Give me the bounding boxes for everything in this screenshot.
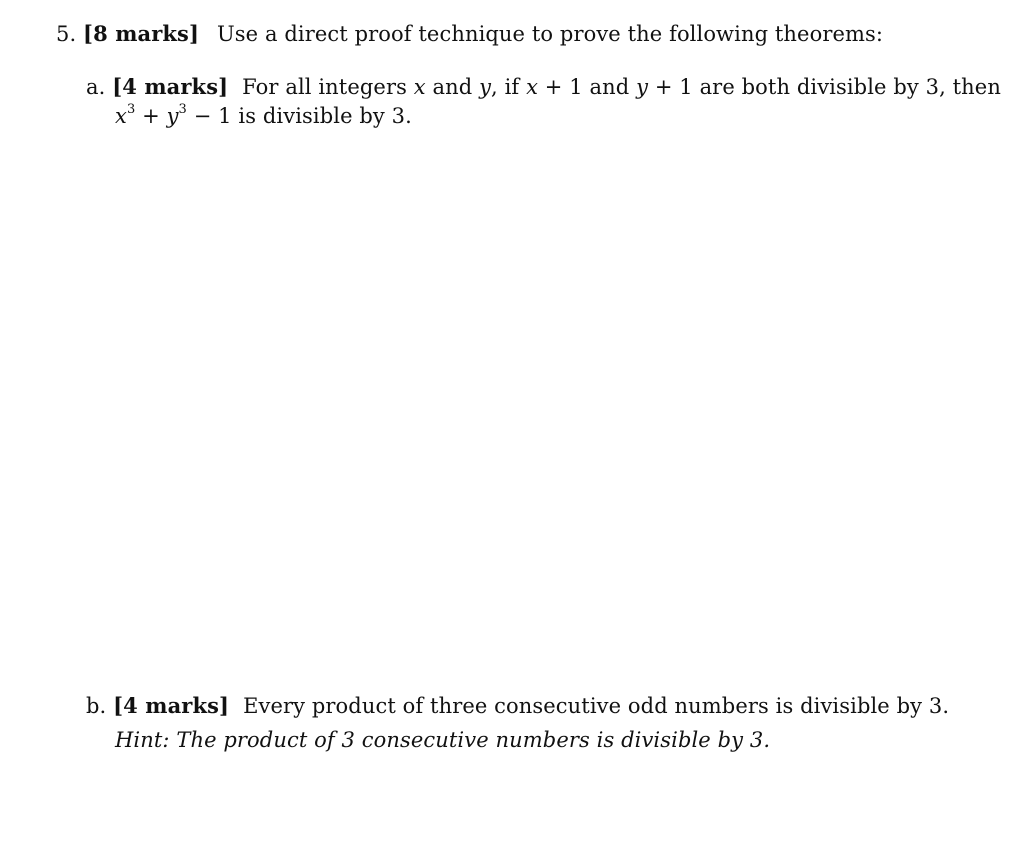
expr1-var: x <box>526 75 539 99</box>
expr1-rest: + 1 <box>538 75 583 99</box>
line2-rest: − 1 is divisible by 3. <box>186 104 412 128</box>
exponent-3-y: 3 <box>178 102 187 117</box>
question-number: 5. <box>56 22 77 46</box>
part-a-text-5: are both divisible by 3, then <box>699 75 1001 99</box>
question-marks: [8 marks] <box>83 21 199 46</box>
line2-x: x <box>115 104 127 128</box>
part-a-text-4: and <box>589 75 630 99</box>
var-y: y <box>479 75 492 99</box>
hint-text: Hint: The product of 3 consecutive numbers is divisible by 3. <box>115 728 771 752</box>
expr2-rest: + 1 <box>648 75 693 99</box>
part-b-line-1 <box>86 692 949 720</box>
part-a-text-1: For all integers <box>242 75 407 99</box>
part-a-line-1 <box>86 73 1001 101</box>
part-b-marks: [4 marks] <box>113 693 230 718</box>
question-5-header <box>56 20 883 48</box>
part-a-marks: [4 marks] <box>112 74 229 99</box>
part-a-text-3: , if <box>491 75 520 99</box>
question-instruction: Use a direct proof technique to prove the following theorems: <box>217 22 884 46</box>
part-b-hint <box>115 726 770 754</box>
line2-plus: + <box>135 104 167 128</box>
part-a-line-2 <box>115 102 412 130</box>
line2-y: y <box>166 104 179 128</box>
part-b-statement: Every product of three consecutive odd numbers is divisible by 3. <box>243 694 950 718</box>
part-a-text-2: and <box>432 75 473 99</box>
exponent-3-x: 3 <box>126 102 136 117</box>
var-x: x <box>413 75 426 99</box>
expr2-var: y <box>636 75 649 99</box>
part-b-label: b. <box>86 694 107 718</box>
part-a-label: a. <box>86 75 106 99</box>
